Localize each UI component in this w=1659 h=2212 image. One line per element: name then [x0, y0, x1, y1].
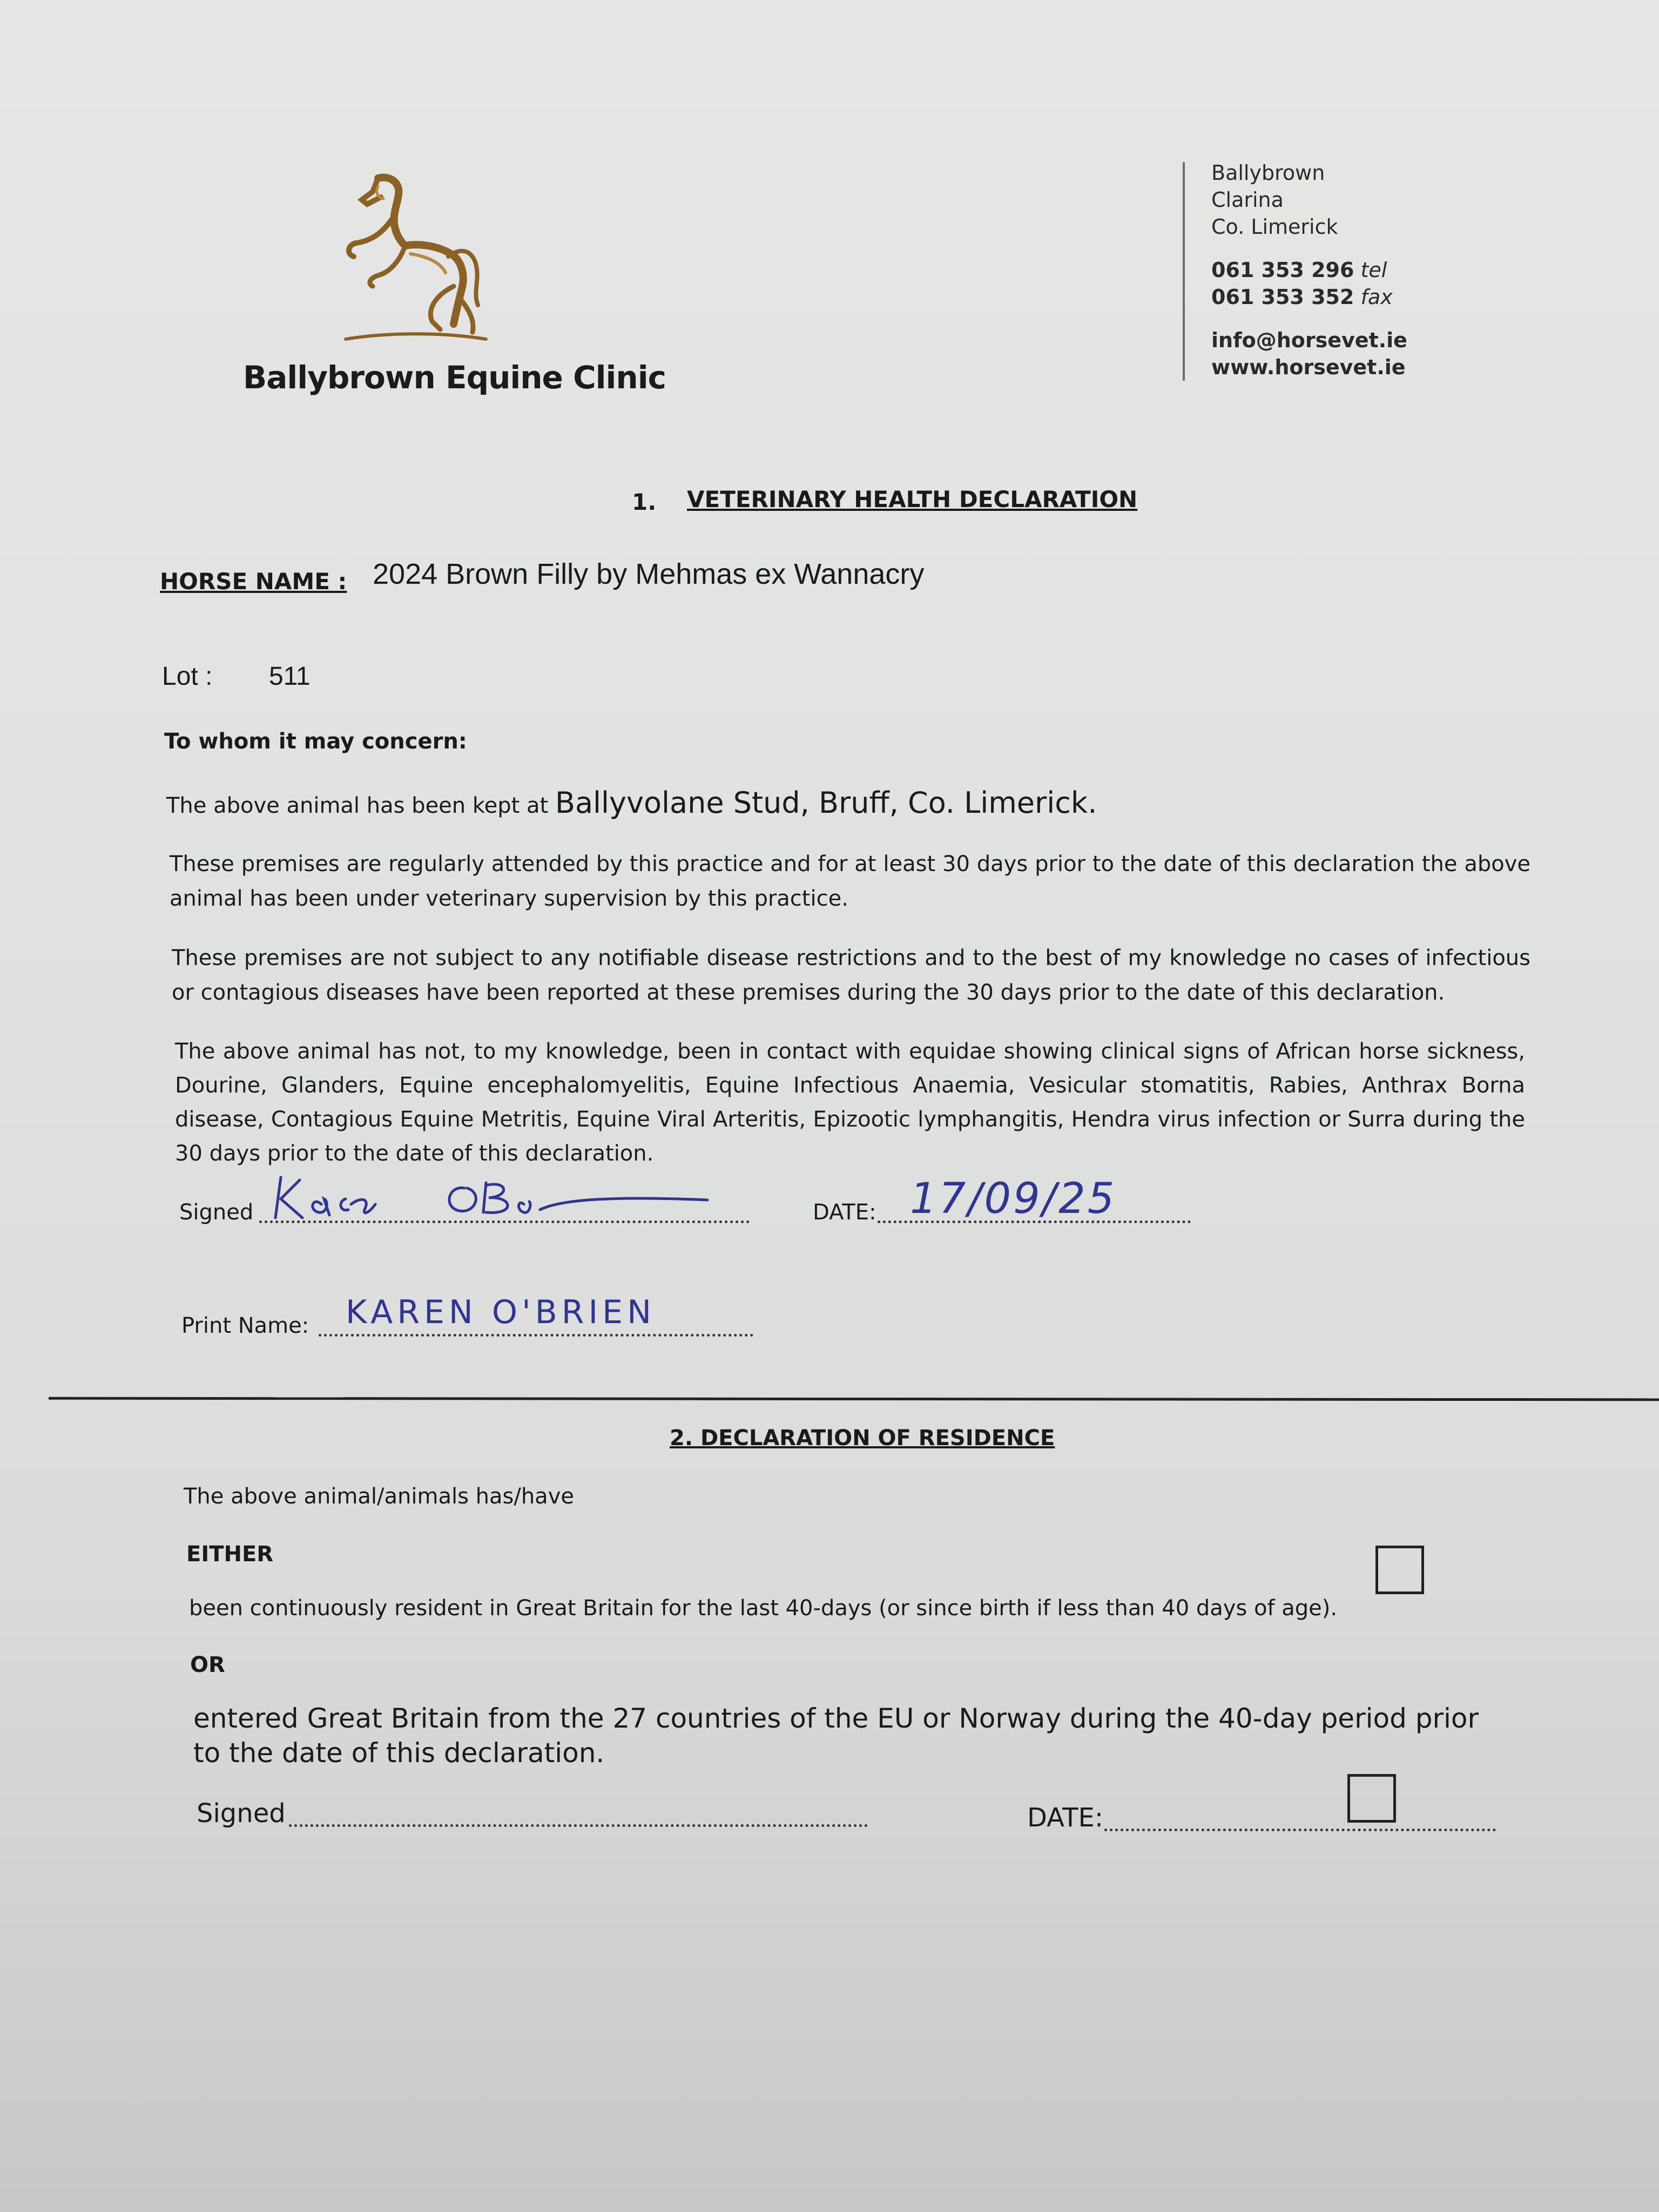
date-handwritten: 17/09/25: [910, 1175, 1117, 1223]
lot-value: 511: [269, 662, 311, 691]
address-line-3: Co. Limerick: [1211, 215, 1338, 239]
horse-name-label: HORSE NAME :: [160, 568, 347, 595]
print-name-handwritten: KAREN O'BRIEN: [346, 1293, 656, 1331]
clinic-email: info@horsevet.ie: [1211, 328, 1407, 352]
horse-logo-icon: [324, 167, 508, 346]
section2-title: 2. DECLARATION OF RESIDENCE: [670, 1426, 1055, 1451]
para-supervision: These premises are regularly attended by this practice and for at least 30 days prior to the date of this declaration the above animal has been under veterinary supervision by this practice.: [170, 852, 1530, 911]
print-name-label: Print Name:: [181, 1313, 309, 1338]
option2-checkbox[interactable]: [1347, 1774, 1396, 1823]
address-line-1: Ballybrown: [1211, 161, 1325, 185]
letterhead-divider: [1183, 162, 1185, 381]
option1-checkbox[interactable]: [1375, 1546, 1424, 1594]
salutation: To whom it may concern:: [164, 729, 467, 754]
clinic-name: Ballybrown Equine Clinic: [243, 359, 666, 396]
section-divider: [49, 1397, 1659, 1401]
address-line-2: Clarina: [1211, 188, 1284, 212]
residence-signature-line[interactable]: [289, 1824, 868, 1827]
signature-handwritten: [270, 1166, 713, 1226]
residence-date-label: DATE:: [1027, 1803, 1104, 1833]
tel-number: 061 353 296: [1211, 258, 1354, 282]
residence-intro: The above animal/animals has/have: [184, 1484, 574, 1509]
print-name-line: [319, 1334, 753, 1337]
signed-label: Signed: [179, 1200, 254, 1225]
residence-signed-label: Signed: [197, 1798, 286, 1829]
section1-title: VETERINARY HEALTH DECLARATION: [687, 486, 1138, 512]
residence-date-line[interactable]: [1104, 1829, 1496, 1831]
fax-line: [1211, 284, 1393, 311]
para-no-disease: These premises are not subject to any notifiable disease restrictions and to the best of my knowledge no cases of infectious or contagious diseases have been reported at these premises during the 30 days prior to the date of this declaration.: [172, 946, 1530, 1005]
or-label: OR: [190, 1653, 225, 1677]
clinic-logo: [324, 167, 508, 346]
option1-text: been continuously resident in Great Britain for the last 40-days (or since birth if less than 40 days of age).: [189, 1596, 1338, 1621]
clinic-web-block: [1211, 327, 1407, 381]
kept-at-line: [166, 786, 1097, 820]
date-label: DATE:: [813, 1200, 876, 1225]
fax-number: 061 353 352: [1211, 285, 1354, 309]
clinic-website: www.horsevet.ie: [1211, 355, 1406, 379]
clinic-address: [1211, 159, 1338, 240]
fax-label: fax: [1360, 285, 1393, 309]
tel-label: tel: [1360, 258, 1387, 282]
section1-number: 1.: [632, 489, 657, 515]
kept-at-location: Ballyvolane Stud, Bruff, Co. Limerick.: [555, 786, 1097, 820]
horse-name-value: 2024 Brown Filly by Mehmas ex Wannacry: [373, 558, 925, 590]
tel-line: [1211, 257, 1393, 284]
para-no-contact: The above animal has not, to my knowledge, been in contact with equidae showing clinical signs of African horse sickness, Dourine, Glanders, Equine encephalomyelitis, Equine Infectious Anaemia, Vesicular stomatitis, Rabies, Anthrax Borna disease, Contagious Equine Metritis, Equine Viral Arteritis, Epizootic lymphangitis, Hendra virus infection or Surra during the 30 days prior to the date of this declaration.: [175, 1039, 1525, 1166]
clinic-phone-block: [1211, 257, 1393, 311]
option2-text: entered Great Britain from the 27 countries of the EU or Norway during the 40-day period prior to the date of this declaration.: [193, 1703, 1479, 1769]
either-label: EITHER: [186, 1542, 274, 1567]
lot-label: Lot :: [162, 662, 213, 691]
kept-at-prefix: The above animal has been kept at: [166, 793, 549, 818]
